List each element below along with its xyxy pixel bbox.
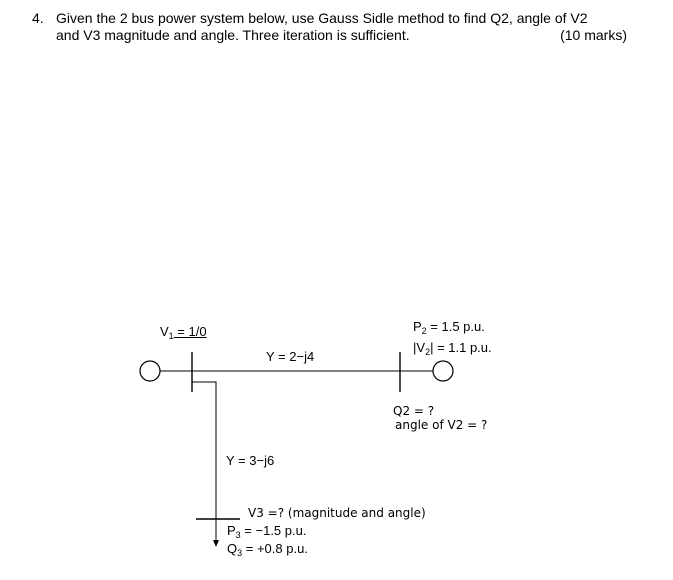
question-number: 4. bbox=[32, 10, 44, 26]
bus2-power-label: $P_2 = 1.5$ p.u. bbox=[413, 319, 485, 336]
bus2-unknown-angle: angle of V2 = ? bbox=[395, 418, 488, 432]
line-1-3 bbox=[192, 382, 216, 519]
bus3-power-label: $P_3 = -1.5$ p.u. bbox=[227, 523, 307, 540]
generator-bus1-icon bbox=[140, 361, 160, 381]
generator-bus2-icon bbox=[433, 361, 453, 381]
line-1-3-admittance: Y = 3−j6 bbox=[226, 453, 275, 468]
bus3-unknown-voltage: V3 =? (magnitude and angle) bbox=[248, 506, 426, 520]
bus2-unknown-q: Q2 = ? bbox=[393, 404, 435, 418]
line-1-2-admittance: Y = 2−j4 bbox=[266, 349, 315, 364]
question-marks: (10 marks) bbox=[560, 27, 627, 43]
bus3-reactive-label: $Q_3 = +0.8$ p.u. bbox=[227, 541, 308, 558]
load-arrow-icon bbox=[213, 540, 219, 547]
question-text-line-1: Given the 2 bus power system below, use Gauss Sidle method to find Q2, angle of V2 bbox=[56, 10, 588, 26]
question-text-line-2: and V3 magnitude and angle. Three iteration is sufficient. bbox=[56, 27, 410, 43]
bus1-voltage-label: $V_1 = 1/0$ bbox=[160, 324, 207, 341]
bus2-voltage-label: $|V_2| = 1.1$ p.u. bbox=[413, 340, 492, 357]
